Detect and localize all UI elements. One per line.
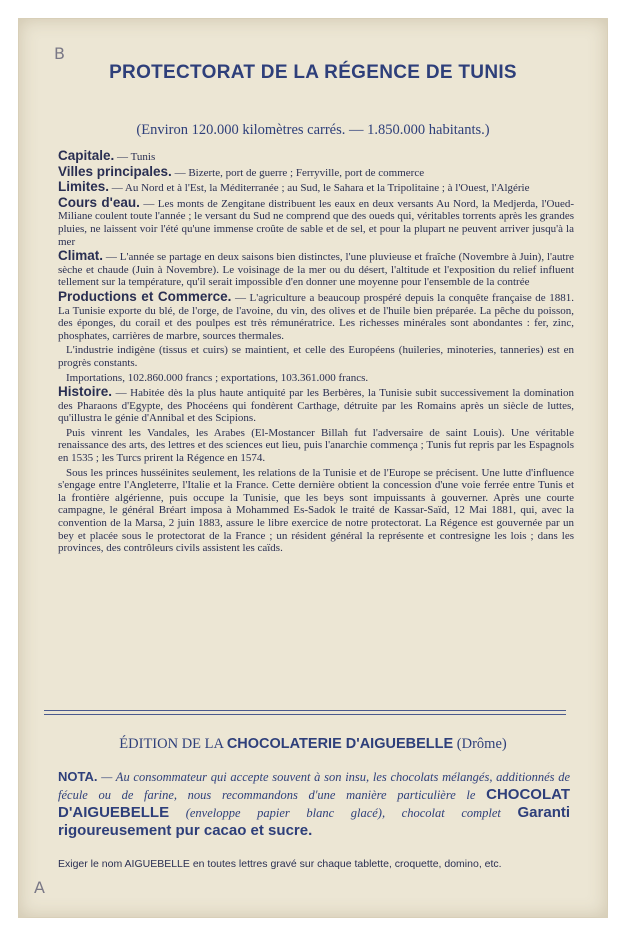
pencil-mark-top: B <box>54 44 65 63</box>
section-paragraph: L'industrie indigène (tissus et cuirs) se maintient, et celle des Européens (huileries, minoteries, tanneries) est en progrès constants. <box>58 344 574 369</box>
section-histoire <box>58 386 574 425</box>
edition-prefix: ÉDITION DE LA <box>119 736 224 752</box>
nota-block <box>58 768 570 840</box>
nota-label: NOTA. <box>58 769 98 784</box>
section-paragraph: Importations, 102.860.000 francs ; exportations, 103.361.000 francs. <box>66 371 369 384</box>
nota-text: — Au consommateur qui accepte souvent à son insu, les chocolats mélangés, additionnés de fécule ou de farine, nous recommandons d'une manière particulière le <box>58 770 570 802</box>
edition-line <box>0 736 626 753</box>
section-heading: Limites. <box>58 179 110 195</box>
section-villes <box>58 163 574 180</box>
page-title: PROTECTORAT DE LA RÉGENCE DE TUNIS <box>109 62 517 83</box>
section-text: — L'année se partage en deux saisons bien distinctes, l'une pluvieuse et fraîche (Novembre à Juin), l'autre sèche et chaude (Juin à Novembre). Le voisinage de la mer ou du désert, l'altitude et l'exposition du relief influent tellement sur la température, qu'il serait impossible d'en donner une moyenne pour l'ensemble de la contrée <box>58 251 575 289</box>
section-cours-eau <box>58 194 574 248</box>
section-paragraph: Puis vinrent les Vandales, les Arabes (El-Mostancer Billah fut l'adversaire de saint Louis). Une véritable renaissance des arts, des lettres et des sciences eut lieu, puis l'anarchie commença ; Tunis fut repris par les Espagnols en 1535 ; les Turcs prirent la Régence en 1574. <box>58 426 574 465</box>
footer-note: Exiger le nom AIGUEBELLE en toutes lettres gravé sur chaque tablette, croquette, domino, etc. <box>58 858 502 870</box>
divider-rule <box>44 714 566 715</box>
nota-brand: CHOCOLAT D'AIGUEBELLE <box>58 786 570 821</box>
section-text: — Les monts de Zengitane distribuent les eaux en deux versants Au Nord, la Medjerda, l'Oued-Miliane coulent toute l'année ; le versant du Sud ne comprend que des oueds qui, véritables torrents après les grandes pluies, ne laissent voir l'été qu'une immense croûte de sable et de sel, et pour la plupart ne peuvent arriver jusqu'à la mer <box>58 197 574 248</box>
section-heading: Villes principales. <box>58 163 172 179</box>
section-text: — Habitée dès la plus haute antiquité par les Berbères, la Tunisie subit successivement la domination des Pharaons d'Egypte, des Phocéens qui fondèrent Carthage, détruite par les Romains après un siècle de luttes, qu'illustra le génie d'Annibal et des Scipions. <box>58 387 575 425</box>
section-heading: Climat. <box>58 248 104 264</box>
nota-guarantee: Garanti rigoureusement pur cacao et sucre. <box>58 804 571 839</box>
section-heading: Capitale. <box>58 148 115 163</box>
page-subtitle: (Environ 120.000 kilomètres carrés. — 1.850.000 habitants.) <box>136 122 490 138</box>
pencil-mark-bottom: A <box>34 878 45 897</box>
section-heading: Productions et Commerce. <box>58 288 232 304</box>
edition-brand: CHOCOLATERIE D'AIGUEBELLE <box>226 736 454 752</box>
section-climat <box>58 250 574 289</box>
edition-suffix: (Drôme) <box>456 736 507 752</box>
section-text: — L'agriculture a beaucoup prospéré depuis la conquête française de 1881. La Tunisie exporte du blé, de l'orge, de l'avoine, du vin, des olives et de l'huile bien préparée. La pêche du poisson, des éponges, du corail et des poulpes est très rémunératrice. Les richesses minérales sont abondantes : fer, zinc, phosphates, carrières de marbre, sources thermales. <box>58 291 575 342</box>
section-text: — Tunis <box>117 151 156 163</box>
document-body <box>58 150 574 557</box>
divider-rule <box>44 710 566 711</box>
nota-text: (enveloppe papier blanc glacé), chocolat complet <box>185 806 501 820</box>
section-heading: Cours d'eau. <box>58 194 140 210</box>
section-productions <box>58 288 575 342</box>
section-text: — Au Nord et à l'Est, la Méditerranée ; au Sud, le Sahara et la Tripolitaine ; à l'Ouest, l'Algérie <box>111 182 530 195</box>
section-text: — Bizerte, port de guerre ; Ferryville, port de commerce <box>174 166 425 179</box>
section-capitale <box>58 150 574 164</box>
section-paragraph: Sous les princes husséinites seulement, les relations de la Tunisie et de l'Europe se précisent. Une lutte d'influence s'engage entre l'Angleterre, l'Italie et la France. Cette dernière obtient la concession d'une voie ferrée entre Tunis et la frontière algérienne, puis occupe la Tunisie, que les beys sont impuissants à gouverner. Après une courte campagne, le général Bréart imposa à Mohammed Es-Sadok le traité de Kassar-Saïd, 12 Mai 1881, qui, avec la convention de la Marsa, 2 juin 1883, assure le libre exercice de notre protectorat. La Régence est gouvernée par un bey et placée sous le protectorat de la France ; un résident général la représente et contresigne les lois ; dans les provinces, des contrôleurs civils assistent les caïds. <box>58 466 574 555</box>
section-limites <box>58 181 574 195</box>
section-heading: Histoire. <box>58 384 113 400</box>
